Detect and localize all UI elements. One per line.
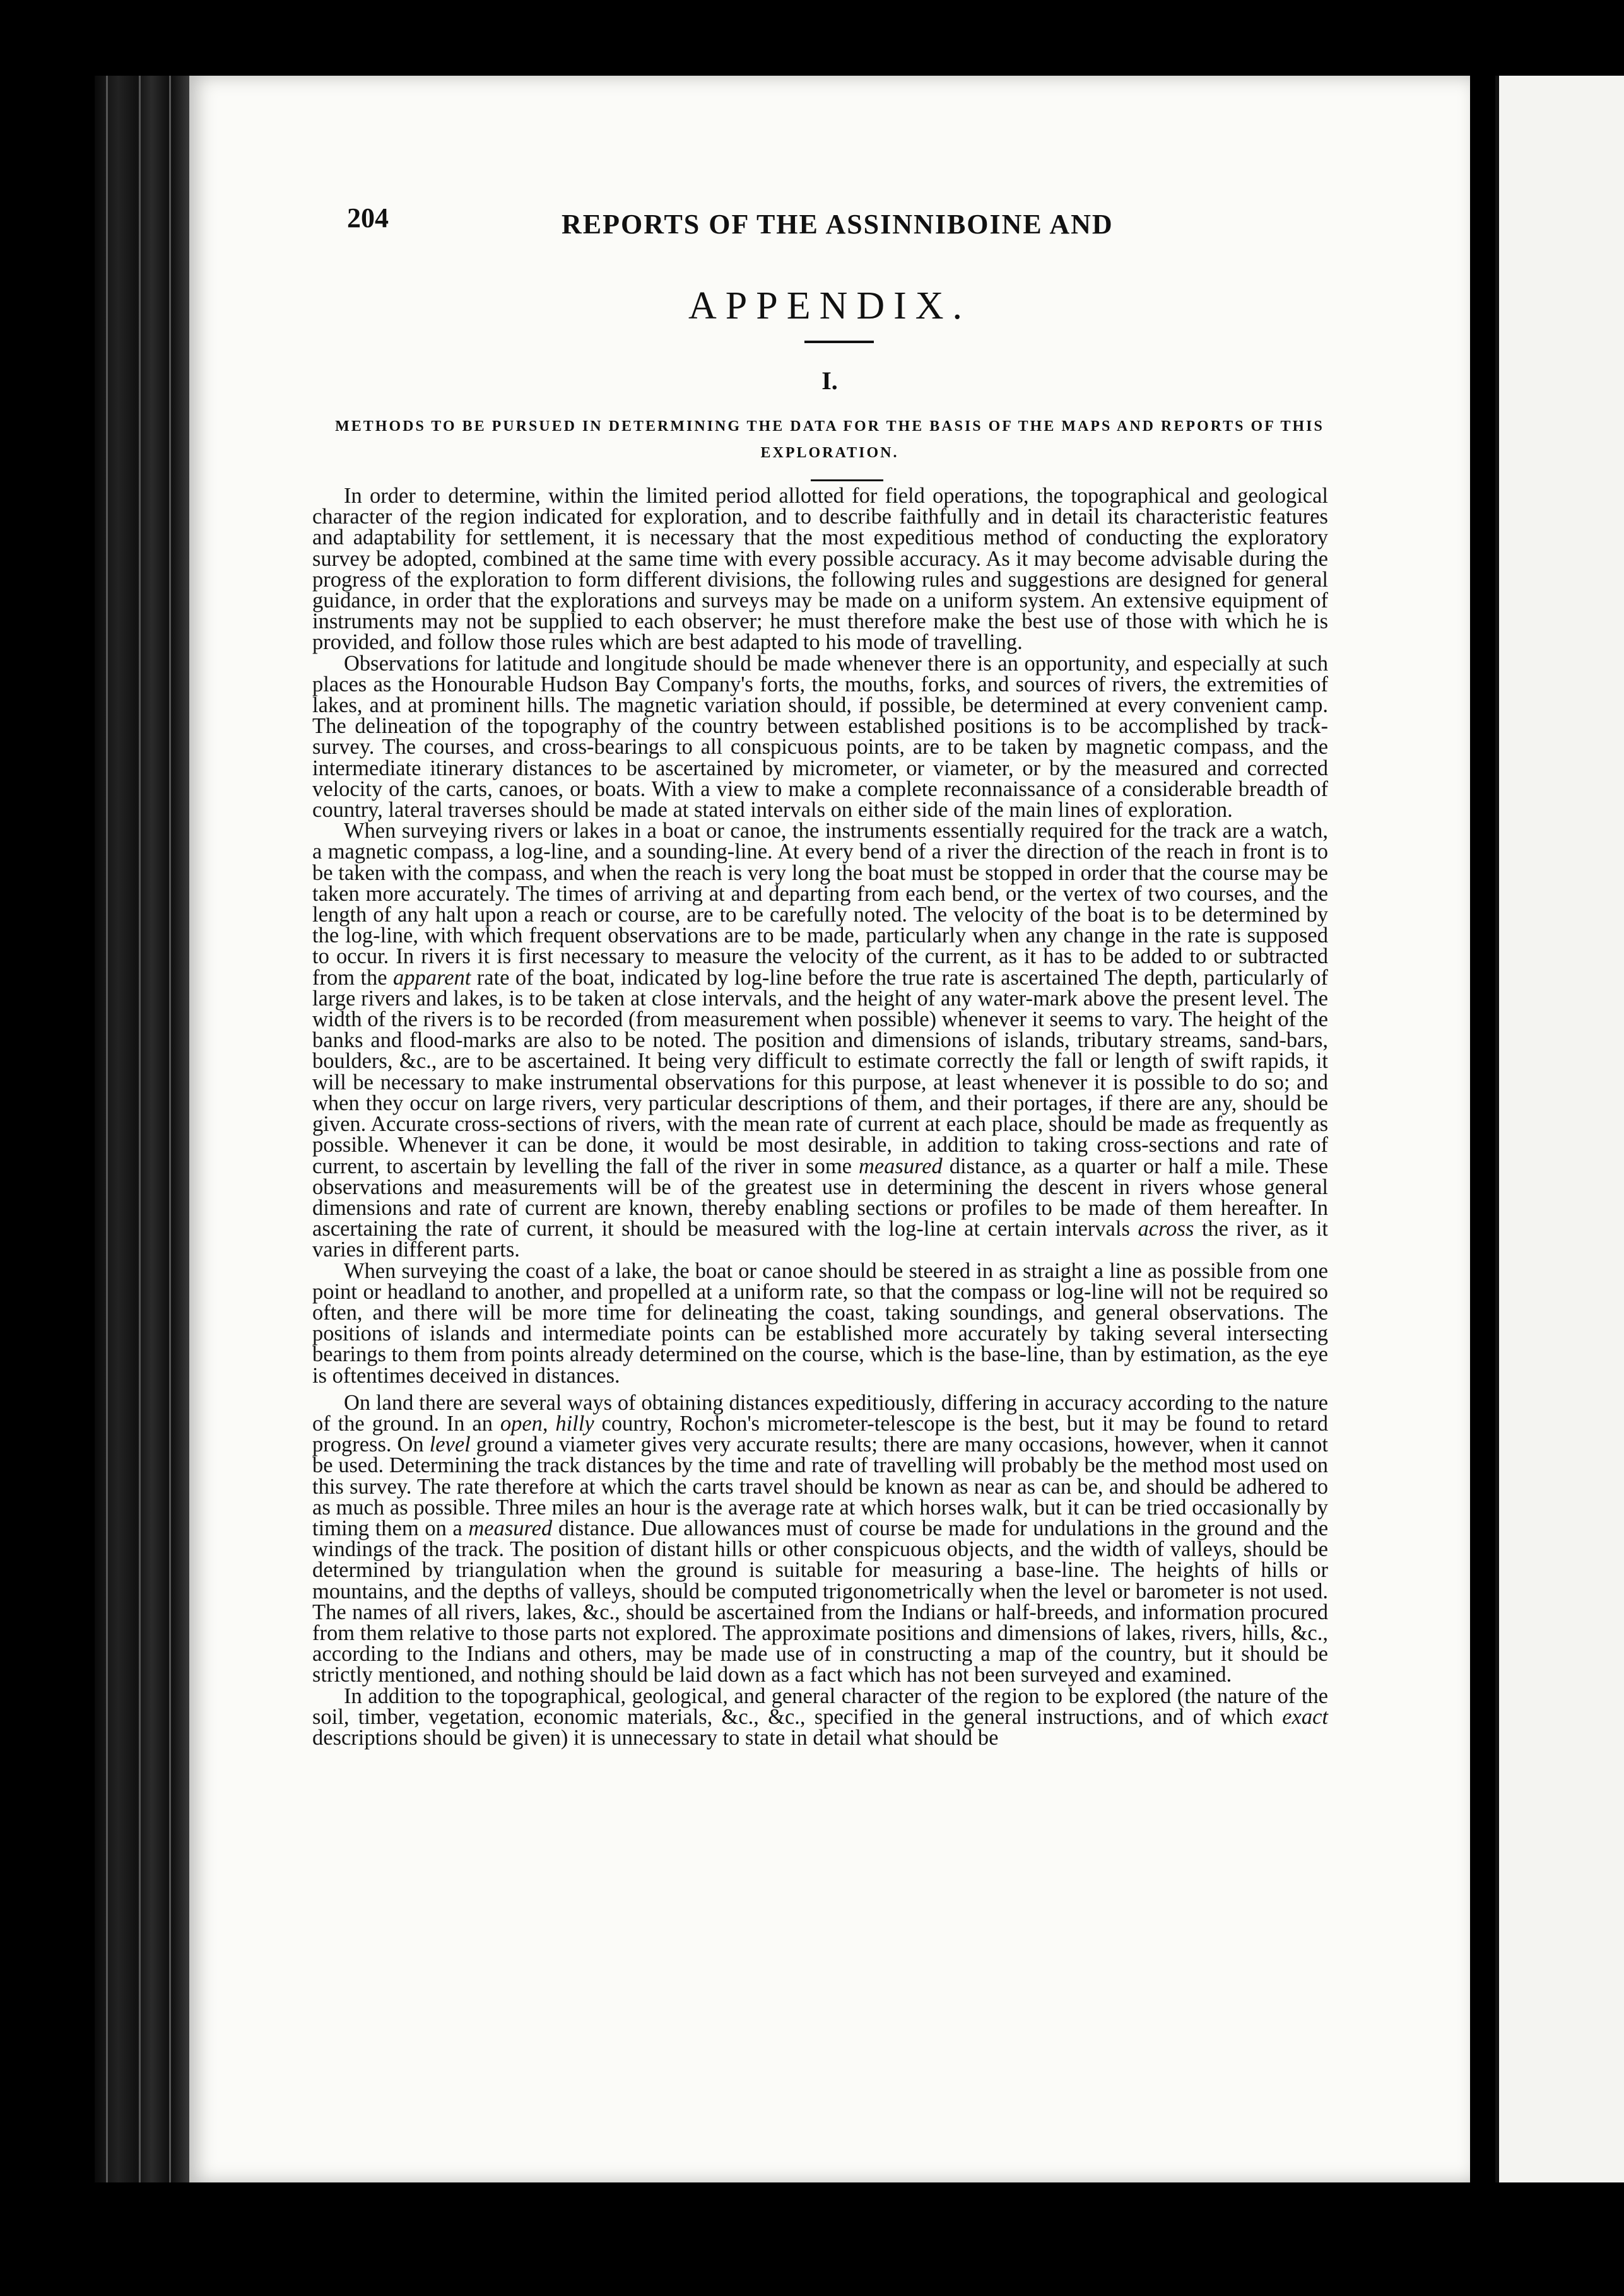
paragraph (312, 1258, 1328, 1388)
italic-text: across (1138, 1217, 1194, 1241)
paragraph-text: ground a viameter gives very accurate results; there are many occasions, however, when it cannot be used. Determining the track distances by the time and rate of travelling will probably be the method most used on this survey. The rate therefore at which the carts travel should be known as near as can be, and should be adhered to as much as possible. Three miles an hour is the average rate at which horses walk, but it can be tried occasionally by timing them on a (312, 1432, 1329, 1540)
italic-text: level (429, 1432, 471, 1457)
paragraph-text: When surveying the coast of a lake, the boat or canoe should be steered in as straight a line as possible from one point or headland to another, and propelled at a uniform rate, so that the compass or log-line will not be required so often, and there will be more time for delineating the coast, taking soundings, and general observations. The positions of islands and intermediate points can be established more accurately by taking several intersecting bearings to them from points already determined on the course, which is the base-line, than by estimation, as the eye is oftentimes deceived in distances. (312, 1258, 1328, 1388)
section-number: I. (821, 366, 838, 395)
paragraph-text: Observations for latitude and longitude should be made whenever there is an opportunity, and especially at such places as the Honourable Hudson Bay Company's forts, the mouths, forks, and sources of rivers, the extremities of lakes, and at prominent hills. The magnetic variation should, if possible, be determined at every convenient camp. The delineation of the topography of the country between established positions is to be accomplished by track-survey. The courses, and cross-bearings to all conspicuous points, are to be taken by magnetic compass, and the intermediate itinerary distances to be ascertained by micrometer, or viameter, or by the measured and corrected velocity of the carts, canoes, or boats. With a view to make a complete reconnaissance of a considerable breadth of country, lateral traverses should be made at stated intervals on either side of the main lines of exploration. (312, 651, 1328, 823)
paragraph-text: descriptions should be given) it is unnecessary to state in detail what should be (312, 1725, 999, 1750)
body-text (312, 486, 1328, 2100)
italic-text: open, hilly (500, 1411, 594, 1436)
italic-text: measured (468, 1516, 553, 1540)
binding-rule (139, 76, 141, 2182)
paragraph-text: On land there are several ways of obtaining distances expeditiously, differing in accuracy according to the nature of the ground. In an (312, 1390, 1328, 1436)
paragraph-text: When surveying rivers or lakes in a boat or canoe, the instruments essentially required for the track are a watch, a magnetic compass, a log-line, and a sounding-line. At every bend of a river the direction of the reach in front is to be taken with the compass, and when the reach is very long the boat must be stopped in order that the course may be taken more accurately. The times of arriving at and departing from each bend, or the vertex of two courses, and the length of any halt upon a reach or course, are to be carefully noted. The velocity of the boat is to be determined by the log-line, with which frequent observations are to be made, particularly when any change in the rate is supposed to occur. In rivers it is first necessary to measure the velocity of the current, as it has to be added to or subtracted from the (312, 819, 1328, 990)
binding-rule (169, 76, 171, 2182)
paragraph-text: distance. Due allowances must of course be made for undulations in the ground and the windings of the track. The position of distant hills or other conspicuous objects, and the width of valleys, should be determined by triangulation when the ground is suitable for measuring a base-line. The heights of hills or mountains, and the depths of valleys, should be computed trigonometrically when the level or barometer is not used. The names of all rivers, lakes, &c., should be ascertained from the Indians or half-breeds, and information procured from them relative to those parts not explored. The approximate positions and dimensions of lakes, rivers, hills, &c., according to the Indians and others, may be made use of in constructing a map of the country, but it should be strictly mentioned, and nothing should be laid down as a fact which has not been surveyed and examined. (312, 1516, 1329, 1687)
running-head: REPORTS OF THE ASSINNIBOINE AND (562, 209, 1114, 240)
heading-rule (811, 479, 883, 481)
paragraph-text: In order to determine, within the limited period allotted for field operations, the topographical and geological character of the region indicated for exploration, and to describe faithfully and in detail its characteristic features and adaptability for settlement, it is necessary that the most expeditious method of conducting the exploratory survey be adopted, combined at the same time with every possible accuracy. As it may become advisable during the progress of the exploration to form different divisions, the following rules and suggestions are designed for general guidance, in order that the explorations and surveys may be made on a uniform system. An extensive equipment of instruments may not be supplied to each observer; he must therefore make the best use of those with which he is provided, and follow those rules which are best adapted to his mode of travelling. (312, 484, 1328, 655)
book-binding (95, 76, 189, 2182)
paragraph (312, 1686, 1328, 1749)
appendix-title: APPENDIX. (688, 284, 972, 327)
italic-text: measured (858, 1154, 943, 1178)
paragraph (312, 486, 1328, 653)
title-rule (804, 341, 874, 343)
book-page (189, 76, 1470, 2182)
paragraph (312, 653, 1328, 821)
paragraph (312, 821, 1328, 1260)
paragraph-text: country, Rochon's micrometer-telescope is the best, but it may be found to retard progress. On (312, 1411, 1328, 1457)
binding-rule (106, 76, 108, 2182)
page-number: 204 (347, 202, 389, 233)
adjacent-page-edge (1495, 76, 1624, 2182)
section-heading: METHODS TO BE PURSUED IN DETERMINING THE DATA FOR THE BASIS OF THE MAPS AND REPORTS OF THIS EXPLORATION. (335, 418, 1324, 461)
paragraph-text: the river, as it varies in different parts. (312, 1217, 1328, 1262)
paragraph (312, 1390, 1329, 1687)
italic-text: exact (1282, 1704, 1328, 1729)
paragraph-text: In addition to the topographical, geological, and general character of the region to be explored (the nature of the soil, timber, vegetation, economic materials, &c., &c., specified in the general instructions, and of which (312, 1684, 1328, 1729)
paragraph-text: rate of the boat, indicated by log-line before the true rate is ascertained The depth, particularly of large rivers and lakes, is to be taken at close intervals, and the height of any water-mark above the present level. The width of the rivers is to be recorded (from measurement when possible) whenever it seems to vary. The height of the banks and flood-marks are also to be noted. The position and dimensions of islands, tributary streams, sand-bars, boulders, &c., are to be ascertained. It being very difficult to estimate correctly the fall or length of swift rapids, it will be necessary to make instrumental observations for this purpose, at least whenever it is possible to do so; and when they occur on large rivers, very particular descriptions of them, and their portages, if there are any, should be given. Accurate cross-sections of rivers, with the mean rate of current at each place, should be made as frequently as possible. Whenever it can be done, it would be most desirable, in addition to taking cross-sections and rate of current, to ascertain by levelling the fall of the river in some (312, 965, 1329, 1178)
italic-text: apparent (393, 965, 471, 990)
paragraph-text: distance, as a quarter or half a mile. These observations and measurements will be of the greatest use in determining the descent in rivers whose general dimensions and rate of current are known, thereby enabling sections or profiles to be made of them hereafter. In ascertaining the rate of current, it should be measured with the log-line at certain intervals (312, 1154, 1328, 1241)
